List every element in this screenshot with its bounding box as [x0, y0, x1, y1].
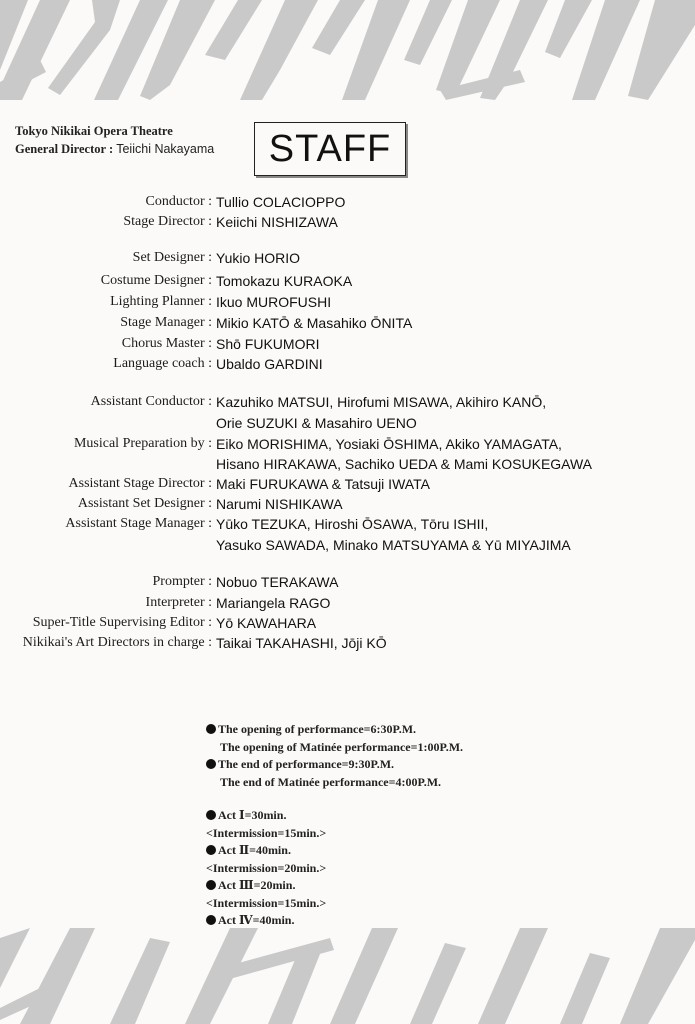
credit-names: Taikai TAKAHASHI, Jōji KŌ — [216, 635, 387, 651]
credit-role: Language coach : — [113, 356, 212, 371]
credit-names: Shō FUKUMORI — [216, 336, 320, 352]
credit-names: Nobuo TERAKAWA — [216, 574, 339, 590]
schedule-intermission-3: <Intermission=15min.> — [206, 896, 327, 910]
credit-names: Yukio HORIO — [216, 250, 301, 266]
schedule-act-3: Act Ⅲ=20min. — [206, 876, 295, 894]
organization-block — [15, 122, 214, 158]
schedule-end-matinee: The end of Matinée performance=4:00P.M. — [220, 775, 442, 789]
credit-role: Conductor : — [145, 194, 212, 209]
schedule-end: The end of performance=9:30P.M. — [206, 755, 394, 773]
credit-role: Lighting Planner : — [110, 294, 212, 309]
credit-role: Musical Preparation by : — [73, 436, 212, 451]
general-director-name: Teiichi Nakayama — [116, 142, 215, 156]
credit-names: Mariangela RAGO — [216, 595, 331, 611]
bullet-icon — [206, 724, 216, 734]
credit-role: Assistant Stage Director : — [68, 476, 212, 491]
credit-names: Tullio COLACIOPPO — [216, 194, 346, 210]
credit-names: Orie SUZUKI & Masahiro UENO — [216, 415, 417, 431]
credit-names: Keiichi NISHIZAWA — [216, 214, 338, 230]
credit-names: Mikio KATŌ & Masahiko ŌNITA — [216, 315, 413, 331]
organization-name: Tokyo Nikikai Opera Theatre — [15, 124, 173, 138]
bullet-icon — [206, 915, 216, 925]
credit-role: Assistant Conductor : — [90, 394, 212, 409]
zebra-stripe-band-bottom — [0, 928, 695, 1024]
general-director-line — [15, 140, 214, 158]
credit-names: Yasuko SAWADA, Minako MATSUYAMA & Yū MIYAJIMA — [216, 537, 571, 553]
credit-names: Tomokazu KURAOKA — [216, 273, 353, 289]
credit-names: Yūko TEZUKA, Hiroshi ŌSAWA, Tōru ISHII, — [216, 516, 489, 532]
credit-role: Costume Designer : — [100, 273, 212, 288]
credit-role: Nikikai's Art Directors in charge : — [22, 635, 212, 650]
credit-names: Kazuhiko MATSUI, Hirofumi MISAWA, Akihiro KANŌ, — [216, 394, 547, 410]
credit-names: Yō KAWAHARA — [216, 615, 317, 631]
schedule-act-2: Act Ⅱ=40min. — [206, 841, 291, 859]
credit-names: Maki FURUKAWA & Tatsuji IWATA — [216, 476, 430, 492]
credit-names: Hisano HIRAKAWA, Sachiko UEDA & Mami KOSUKEGAWA — [216, 456, 593, 472]
credit-role: Stage Manager : — [120, 315, 212, 330]
general-director-label: General Director : — [15, 142, 114, 156]
schedule-act-4: Act Ⅳ=40min. — [206, 911, 294, 929]
zebra-stripe-band-top — [0, 0, 695, 100]
credit-names: Narumi NISHIKAWA — [216, 496, 343, 512]
credit-names: Ubaldo GARDINI — [216, 356, 323, 372]
credit-role: Super-Title Supervising Editor : — [32, 615, 212, 630]
credit-role: Assistant Stage Manager : — [65, 516, 212, 531]
credit-role: Stage Director : — [123, 214, 212, 229]
schedule-intermission-1: <Intermission=15min.> — [206, 826, 327, 840]
schedule-opening-matinee: The opening of Matinée performance=1:00P.M. — [220, 740, 464, 754]
credit-role: Interpreter : — [145, 595, 212, 610]
credit-role: Chorus Master : — [121, 336, 212, 351]
credit-role: Prompter : — [152, 574, 212, 589]
credit-role: Assistant Set Designer : — [77, 496, 212, 511]
page-title: STAFF — [254, 122, 406, 176]
schedule-intermission-2: <Intermission=20min.> — [206, 861, 327, 875]
bullet-icon — [206, 810, 216, 820]
schedule-opening: The opening of performance=6:30P.M. — [206, 720, 416, 738]
schedule-act-1: Act Ⅰ=30min. — [206, 806, 286, 824]
bullet-icon — [206, 759, 216, 769]
bullet-icon — [206, 880, 216, 890]
credit-names: Ikuo MUROFUSHI — [216, 294, 332, 310]
credit-role: Set Designer : — [132, 250, 212, 265]
credit-names: Eiko MORISHIMA, Yosiaki ŌSHIMA, Akiko YAMAGATA, — [216, 436, 562, 452]
bullet-icon — [206, 845, 216, 855]
